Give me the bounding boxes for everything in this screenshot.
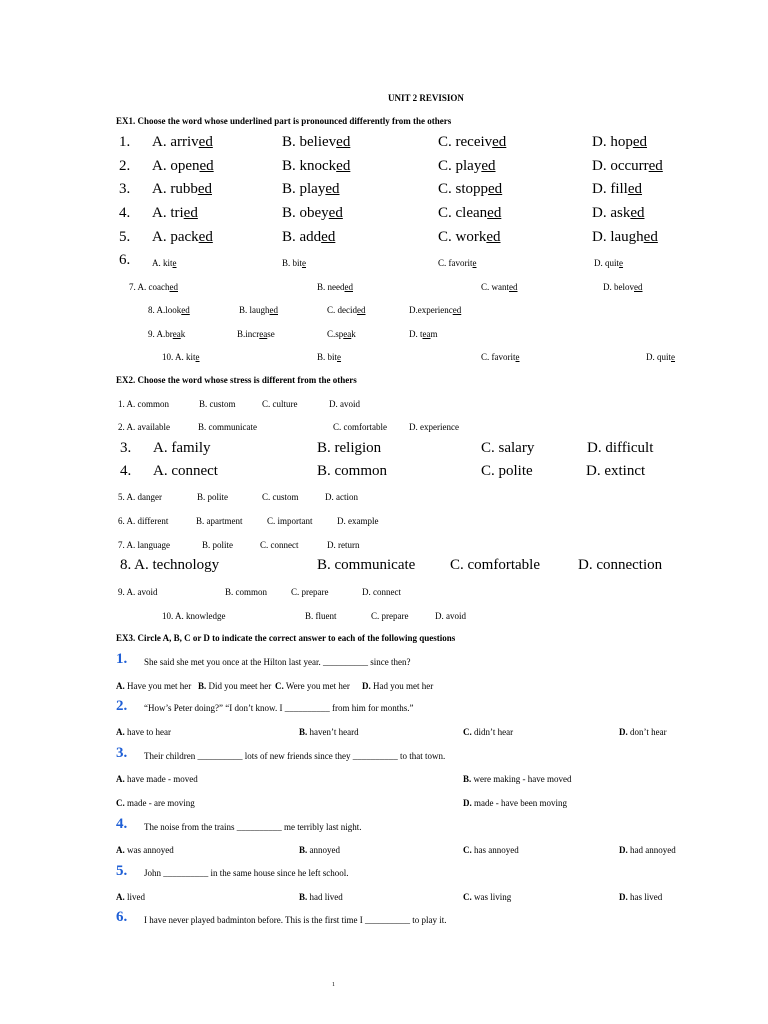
ex2-q3-a: A. family — [153, 440, 211, 456]
ex1-q1-d: D. hoped — [592, 134, 648, 150]
ex3-heading: EX3. Circle A, B, C or D to indicate the correct answer to each of the following questions — [116, 633, 456, 643]
page-number: 1 — [332, 982, 335, 988]
ex1-q7-c: C. wanted — [481, 282, 518, 292]
ex1-q8-c: C. decided — [327, 305, 366, 315]
ex1-q3-a: A. rubbed — [152, 181, 212, 197]
ex3-q1-num: 1. — [116, 651, 128, 667]
ex2-q4-d: D. extinct — [586, 463, 646, 479]
ex3-q1-d: D. Had you met her — [362, 681, 434, 691]
ex2-q5-a: 5. A. danger — [118, 492, 162, 502]
ex1-heading: EX1. Choose the word whose underlined part is pronounced differently from the others — [116, 116, 452, 126]
ex2-q9-a: 9. A. avoid — [118, 587, 158, 597]
ex2-q2-d: D. experience — [409, 422, 459, 432]
ex1-q1-b: B. believed — [282, 134, 351, 150]
ex3-q3-d: D. made - have been moving — [463, 798, 567, 808]
ex1-q3-num: 3. — [119, 181, 131, 197]
ex2-q5-b: B. polite — [197, 492, 228, 502]
ex1-q2-c: C. played — [438, 158, 496, 174]
ex3-q5-c: C. was living — [463, 892, 512, 902]
ex3-q2-a: A. have to hear — [116, 727, 171, 737]
ex1-q3-b: B. played — [282, 181, 340, 197]
ex3-q4-c: C. has annoyed — [463, 845, 519, 855]
ex2-q6-d: D. example — [337, 516, 379, 526]
ex2-q10-c: C. prepare — [371, 611, 409, 621]
ex2-q5-c: C. custom — [262, 492, 299, 502]
ex1-q6-c: C. favorite — [438, 258, 477, 268]
ex1-q2-num: 2. — [119, 158, 131, 174]
ex1-q9-d: D. team — [409, 329, 438, 339]
ex1-q10-a: 10. A. kite — [162, 352, 200, 362]
ex3-q4-num: 4. — [116, 816, 128, 832]
ex1-q9-c: C.speak — [327, 329, 356, 339]
ex1-q4-a: A. tried — [152, 205, 198, 221]
ex1-q7-a: 7. A. coached — [129, 282, 178, 292]
ex2-q3-b: B. religion — [317, 440, 382, 456]
ex1-q2-d: D. occurred — [592, 158, 663, 174]
ex2-q7-b: B. polite — [202, 540, 233, 550]
ex1-q7-b: B. needed — [317, 282, 353, 292]
ex1-q10-d: D. quite — [646, 352, 676, 362]
ex3-q5-text: John __________ in the same house since he left school. — [144, 868, 349, 878]
ex1-q7-d: D. beloved — [603, 282, 643, 292]
page-title: UNIT 2 REVISION — [388, 93, 464, 103]
ex3-q5-num: 5. — [116, 863, 128, 879]
ex1-q5-num: 5. — [119, 229, 131, 245]
ex3-q2-text: “How’s Peter doing?” “I don’t know. I __________ from him for months.” — [144, 703, 414, 713]
ex3-q6-num: 6. — [116, 909, 128, 925]
ex3-q3-a: A. have made - moved — [116, 774, 198, 784]
ex2-q9-b: B. common — [225, 587, 267, 597]
ex2-q2-b: B. communicate — [198, 422, 257, 432]
ex3-q1-text: She said she met you once at the Hilton last year. __________ since then? — [144, 657, 411, 667]
ex3-q1-a: A. Have you met her — [116, 681, 192, 691]
ex1-q8-b: B. laughed — [239, 305, 278, 315]
ex2-q8-c: C. comfortable — [450, 557, 540, 573]
ex2-q3-c: C. salary — [481, 440, 535, 456]
ex2-q3-d: D. difficult — [587, 440, 654, 456]
ex1-q2-b: B. knocked — [282, 158, 351, 174]
ex2-q4-num: 4. — [120, 463, 132, 479]
ex3-q3-num: 3. — [116, 745, 128, 761]
ex1-q1-a: A. arrived — [152, 134, 213, 150]
ex3-q5-a: A. lived — [116, 892, 145, 902]
ex1-q4-d: D. asked — [592, 205, 645, 221]
ex3-q3-text: Their children __________ lots of new friends since they __________ to that town. — [144, 751, 446, 761]
ex2-q9-c: C. prepare — [291, 587, 329, 597]
ex1-q9-a: 9. A.break — [148, 329, 186, 339]
ex2-q10-a: 10. A. knowledge — [162, 611, 226, 621]
ex1-q6-d: D. quite — [594, 258, 624, 268]
ex2-q8-d: D. connection — [578, 557, 663, 573]
ex1-q6-a: A. kite — [152, 258, 177, 268]
ex3-q6-text: I have never played badminton before. This is the first time I __________ to play it. — [144, 915, 447, 925]
ex1-q5-c: C. worked — [438, 229, 501, 245]
ex1-q5-a: A. packed — [152, 229, 213, 245]
ex3-q2-num: 2. — [116, 698, 128, 714]
ex3-q1-b: B. Did you meet her — [198, 681, 272, 691]
ex2-q1-a: 1. A. common — [118, 399, 169, 409]
ex1-q6-b: B. bite — [282, 258, 307, 268]
ex3-q5-b: B. had lived — [299, 892, 343, 902]
ex2-q2-c: C. comfortable — [333, 422, 387, 432]
ex2-q4-c: C. polite — [481, 463, 533, 479]
ex2-q3-num: 3. — [120, 440, 132, 456]
ex2-q1-b: B. custom — [199, 399, 236, 409]
ex3-q4-d: D. had annoyed — [619, 845, 676, 855]
ex2-q8-a: 8. A. technology — [120, 557, 220, 573]
ex3-q1-c: C. Were you met her — [275, 681, 350, 691]
ex1-q5-b: B. added — [282, 229, 336, 245]
ex2-q1-c: C. culture — [262, 399, 298, 409]
ex3-q4-text: The noise from the trains __________ me terribly last night. — [144, 822, 362, 832]
ex3-q3-b: B. were making - have moved — [463, 774, 572, 784]
ex2-q6-c: C. important — [267, 516, 313, 526]
ex1-q8-d: D.experienced — [409, 305, 462, 315]
ex3-q2-d: D. don’t hear — [619, 727, 667, 737]
ex3-q2-c: C. didn’t hear — [463, 727, 514, 737]
ex1-q9-b: B.increase — [237, 329, 275, 339]
ex1-q4-b: B. obeyed — [282, 205, 343, 221]
ex3-q4-b: B. annoyed — [299, 845, 341, 855]
ex2-q2-a: 2. A. available — [118, 422, 170, 432]
ex2-q7-d: D. return — [327, 540, 360, 550]
ex2-q10-b: B. fluent — [305, 611, 337, 621]
ex2-q6-b: B. apartment — [196, 516, 243, 526]
ex2-q7-a: 7. A. language — [118, 540, 170, 550]
ex1-q10-b: B. bite — [317, 352, 342, 362]
ex1-q4-num: 4. — [119, 205, 131, 221]
ex1-q6-num: 6. — [119, 252, 131, 268]
ex1-q3-d: D. filled — [592, 181, 643, 197]
ex1-q2-a: A. opened — [152, 158, 214, 174]
ex1-q4-c: C. cleaned — [438, 205, 502, 221]
ex2-q4-a: A. connect — [153, 463, 218, 479]
ex3-q2-b: B. haven’t heard — [299, 727, 359, 737]
ex2-q10-d: D. avoid — [435, 611, 466, 621]
ex1-q8-a: 8. A.looked — [148, 305, 190, 315]
ex3-q4-a: A. was annoyed — [116, 845, 174, 855]
ex2-q8-b: B. communicate — [317, 557, 416, 573]
ex1-q1-c: C. received — [438, 134, 507, 150]
ex2-q9-d: D. connect — [362, 587, 401, 597]
ex3-q5-d: D. has lived — [619, 892, 663, 902]
ex2-q1-d: D. avoid — [329, 399, 360, 409]
ex2-q7-c: C. connect — [260, 540, 299, 550]
ex1-q10-c: C. favorite — [481, 352, 520, 362]
ex2-q4-b: B. common — [317, 463, 387, 479]
ex1-q5-d: D. laughed — [592, 229, 658, 245]
ex1-q3-c: C. stopped — [438, 181, 503, 197]
ex3-q3-c: C. made - are moving — [116, 798, 195, 808]
ex2-q5-d: D. action — [325, 492, 358, 502]
ex2-heading: EX2. Choose the word whose stress is different from the others — [116, 375, 357, 385]
ex2-q6-a: 6. A. different — [118, 516, 169, 526]
ex1-q1-num: 1. — [119, 134, 131, 150]
